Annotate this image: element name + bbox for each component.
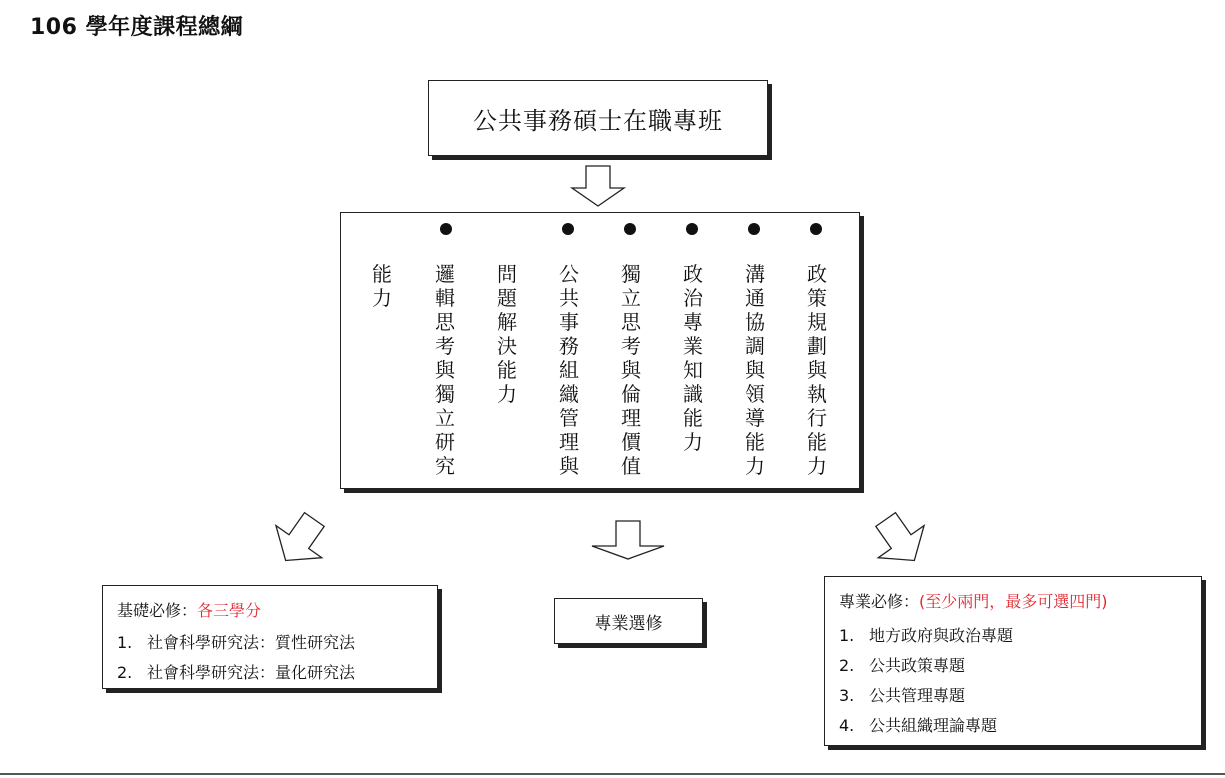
ability-problem-solving: 問 題 解 決 能 力 [497,262,517,406]
item-number: 1. [117,633,133,652]
item-text: 公共管理專題 [869,686,966,705]
arrow-to-basic [263,503,338,576]
professional-required-note: (至少兩門，最多可選四門) [919,592,1108,611]
item-text: 公共政策專題 [869,656,966,675]
bullet-dot [440,223,452,235]
ability-logic-research: 邏 輯 思 考 與 獨 立 研 究 [435,262,455,478]
list-item [839,713,997,736]
professional-required-heading [839,589,1108,612]
arrow-program-to-abilities [572,166,624,206]
bullet-dot [686,223,698,235]
elective-box [554,598,703,644]
item-number: 2. [839,656,855,675]
bullet-dot [810,223,822,235]
abilities-box [340,212,860,489]
bullet-dot [624,223,636,235]
bullet-dot [748,223,760,235]
list-item [839,683,965,706]
program-title: 公共事務碩士在職專班 [473,106,723,135]
list-item [839,653,965,676]
basic-required-heading [117,598,261,621]
elective-label: 專業選修 [594,613,663,634]
bullet-dot [562,223,574,235]
basic-required-label: 基礎必修： [117,601,198,620]
item-text: 社會科學研究法：量化研究法 [147,663,356,682]
list-item [839,623,1013,646]
item-text: 社會科學研究法：質性研究法 [147,633,356,652]
program-box [428,80,768,156]
list-item [117,630,355,653]
ability-communication-leadership: 溝 通 協 調 與 領 導 能 力 [745,262,765,478]
bottom-divider [0,773,1225,775]
arrow-to-elective [592,521,664,559]
item-number: 1. [839,626,855,645]
list-item [117,660,355,683]
item-text: 地方政府與政治專題 [869,626,1014,645]
item-number: 2. [117,663,133,682]
ability-policy-planning: 政 策 規 劃 與 執 行 能 力 [807,262,827,478]
ability-political-knowledge: 政 治 專 業 知 識 能 力 [683,262,703,454]
item-text: 公共組織理論專題 [869,716,998,735]
ability-label: 能 力 [372,262,392,310]
ability-ethics: 獨 立 思 考 與 倫 理 價 值 [621,262,641,478]
arrow-to-professional [863,503,938,576]
basic-required-box [102,585,438,689]
page-title: 106 學年度課程總綱 [30,15,244,40]
basic-required-note: 各三學分 [197,601,262,620]
item-number: 3. [839,686,855,705]
professional-required-box [824,576,1202,746]
professional-required-label: 專業必修： [839,592,920,611]
item-number: 4. [839,716,855,735]
ability-organization-management: 公 共 事 務 組 織 管 理 與 [559,262,579,478]
